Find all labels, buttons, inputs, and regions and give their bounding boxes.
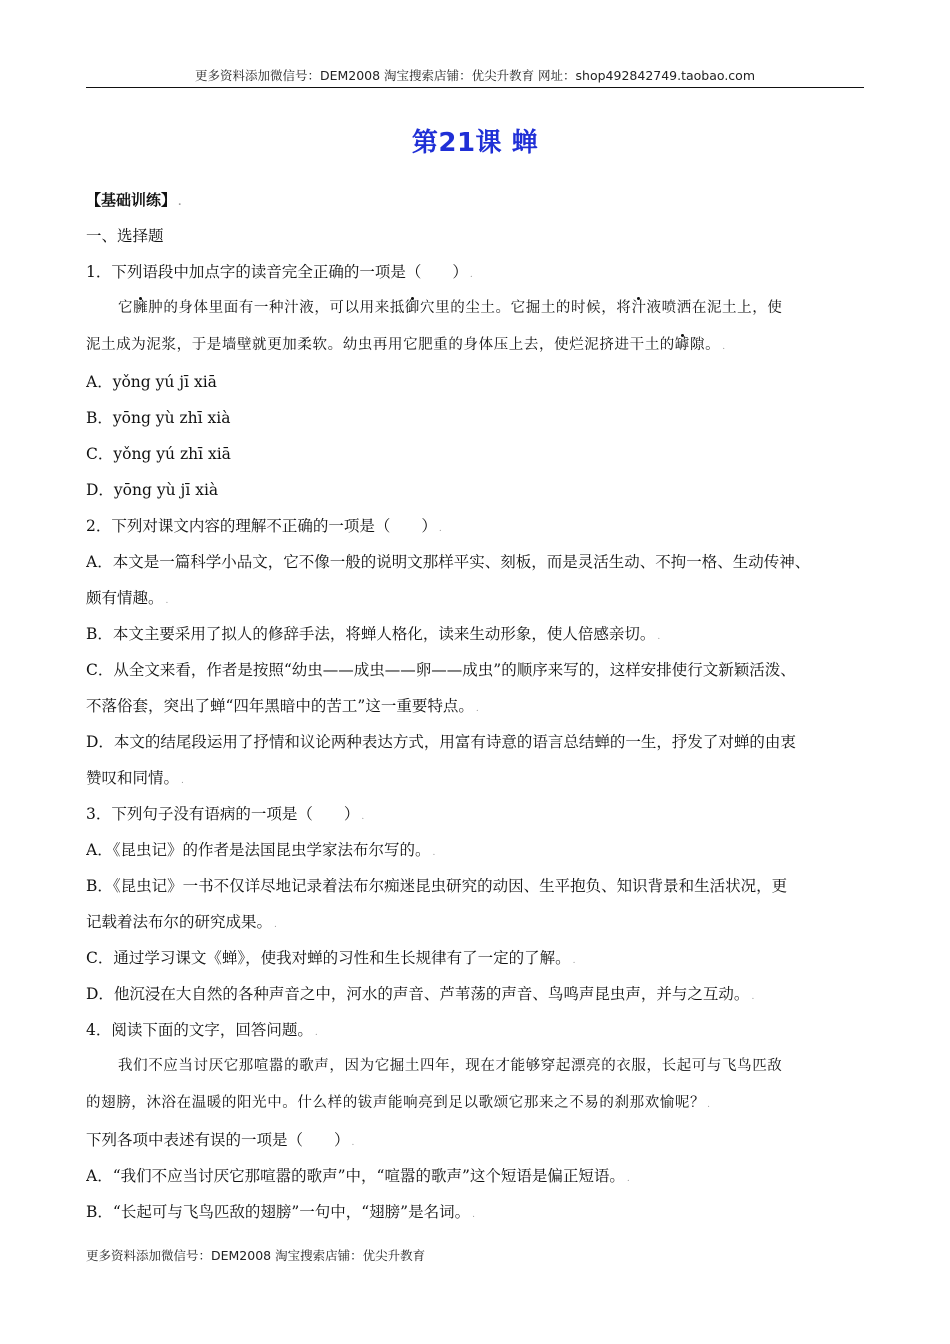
paragraph-mark: . [178, 198, 182, 208]
question-1-option-d [86, 472, 864, 508]
question-1-option-b [86, 400, 864, 436]
question-3-option-d [86, 976, 864, 1012]
paragraph-mark: . [181, 776, 184, 786]
question-3-option-b-cont [86, 904, 864, 940]
paragraph-mark: . [165, 596, 169, 606]
dotted-char: 罅 [674, 337, 691, 353]
question-2-option-a-cont [86, 580, 864, 616]
option-text: C．yǒng yú zhī xiā [86, 445, 231, 463]
question-1-option-c [86, 436, 864, 472]
question-4-stem [86, 1012, 864, 1048]
option-text: 记载着法布尔的研究成果。 [86, 913, 273, 931]
option-text: 不落俗套，突出了蝉“四年黑暗中的苦工”这一重要特点。 [86, 697, 474, 715]
paragraph-mark: . [438, 524, 442, 534]
page-title: 第21课 蝉 [411, 128, 539, 158]
part-heading-text: 一、选择题 [86, 227, 164, 245]
passage-text: 隙。 [690, 337, 721, 353]
question-3-option-b [86, 868, 864, 904]
option-text: A．本文是一篇科学小品文，它不像一般的说明文那样平实、刻板，而是灵活生动、不拘一格、生动传神、 [86, 553, 811, 571]
page-header: 更多资料添加微信号：DEM2008 淘宝搜索店铺：优尖升教育 网址：shop492842749.taobao.com [194, 68, 756, 83]
part-heading [86, 218, 864, 254]
question-2-option-a [86, 544, 864, 580]
section-heading [86, 182, 864, 218]
paragraph-mark: . [361, 812, 365, 822]
option-text: D．他沉浸在大自然的各种声音之中，河水的声音、芦苇荡的声音、鸟鸣声昆虫声，并与之互动。 [86, 985, 750, 1003]
option-text: B．“长起可与飞鸟匹敌的翅膀”一句中，“翅膀”是名词。 [86, 1203, 471, 1221]
option-text: 赞叹和同情。 [86, 769, 180, 787]
question-4-sub-stem [86, 1122, 864, 1158]
option-text: 颇有情趣。 [86, 589, 164, 607]
question-1-stem [86, 254, 864, 290]
question-2-option-d [86, 724, 864, 760]
passage-text: 泥土成为泥浆，于是墙壁就更加柔软。幼虫再用它肥重的身体压上去，使烂泥挤进干土的 [86, 337, 675, 353]
option-text: D．yōng yù jī xià [86, 481, 219, 499]
paragraph-mark: . [572, 956, 576, 966]
paragraph-mark: . [314, 1028, 318, 1038]
question-4-passage-line-1 [86, 1048, 864, 1085]
option-text: B．《昆虫记》一书不仅详尽地记录着法布尔痴迷昆虫研究的动因、生平抱负、知识背景和生活状况，更 [86, 877, 788, 895]
question-text: 2．下列对课文内容的理解不正确的一项是（ ） [86, 517, 437, 535]
paragraph-mark: . [722, 342, 726, 352]
paragraph-mark: . [274, 920, 277, 930]
passage-text: 的翅膀，沐浴在温暖的阳光中。什么样的钹声能响亮到足以歌颂它那来之不易的刹那欢愉呢？ [86, 1095, 706, 1111]
option-text: D．本文的结尾段运用了抒情和议论两种表达方式，用富有诗意的语言总结蝉的一生，抒发了对蝉的由衷 [86, 733, 796, 751]
passage-text: 液喷洒在泥土上，使 [646, 300, 783, 316]
question-text: 1．下列语段中加点字的读音完全正确的一项是（ ） [86, 263, 468, 281]
question-text: 4．阅读下面的文字，回答问题。 [86, 1021, 313, 1039]
dotted-char: 御 [404, 300, 421, 316]
question-text: 3．下列句子没有语病的一项是（ ） [86, 805, 360, 823]
option-text: A．“我们不应当讨厌它那喧嚣的歌声”中，“喧嚣的歌声”这个短语是偏正短语。 [86, 1167, 625, 1185]
paragraph-mark: . [707, 1100, 711, 1110]
header-divider [86, 87, 864, 88]
paragraph-mark: . [657, 632, 661, 642]
passage-text: 它 [118, 300, 134, 316]
question-2-option-b [86, 616, 864, 652]
question-1-passage-line-1 [86, 290, 864, 327]
passage-text: 肿的身体里面有一种汁液，可以用来抵 [148, 300, 405, 316]
passage-text: 穴里的尘土。它掘土的时候，将 [420, 300, 632, 316]
question-4-passage-line-2 [86, 1085, 864, 1122]
option-text: C．通过学习课文《蝉》，使我对蝉的习性和生长规律有了一定的了解。 [86, 949, 571, 967]
option-text: A．《昆虫记》的作者是法国昆虫学家法布尔写的。 [86, 841, 431, 859]
question-4-option-b [86, 1194, 864, 1230]
worksheet-body [86, 182, 864, 1230]
option-text: C．从全文来看，作者是按照“幼虫——成虫——卵——成虫”的顺序来写的，这样安排使行文新颖活泼、 [86, 661, 796, 679]
passage-text: 我们不应当讨厌它那喧嚣的歌声，因为它掘土四年，现在才能够穿起漂亮的衣服，长起可与飞鸟匹敌 [118, 1058, 783, 1074]
paragraph-mark: . [432, 848, 436, 858]
paragraph-mark: . [469, 270, 473, 280]
paragraph-mark: . [626, 1174, 630, 1184]
question-text: 下列各项中表述有误的一项是（ ） [86, 1131, 350, 1149]
question-1-option-a [86, 364, 864, 400]
section-heading-text: 【基础训练】 [86, 191, 177, 209]
question-3-option-c [86, 940, 864, 976]
paragraph-mark: . [475, 704, 479, 714]
option-text: B．本文主要采用了拟人的修辞手法，将蝉人格化，读来生动形象，使人倍感亲切。 [86, 625, 656, 643]
paragraph-mark: . [472, 1210, 475, 1220]
question-1-passage-line-2 [86, 327, 864, 364]
paragraph-mark: . [751, 992, 755, 1002]
option-text: B．yōng yù zhī xià [86, 409, 231, 427]
question-2-option-c [86, 652, 864, 688]
question-2-option-d-cont [86, 760, 864, 796]
dotted-char: 汁 [631, 300, 647, 316]
page-footer: 更多资料添加微信号：DEM2008 淘宝搜索店铺：优尖升教育 [86, 1248, 426, 1263]
question-3-option-a [86, 832, 864, 868]
option-text: A．yǒng yú jī xiā [86, 373, 217, 391]
dotted-char: 臃 [133, 300, 149, 316]
question-2-option-c-cont [86, 688, 864, 724]
question-4-option-a [86, 1158, 864, 1194]
paragraph-mark: . [351, 1138, 355, 1148]
question-2-stem [86, 508, 864, 544]
question-3-stem [86, 796, 864, 832]
